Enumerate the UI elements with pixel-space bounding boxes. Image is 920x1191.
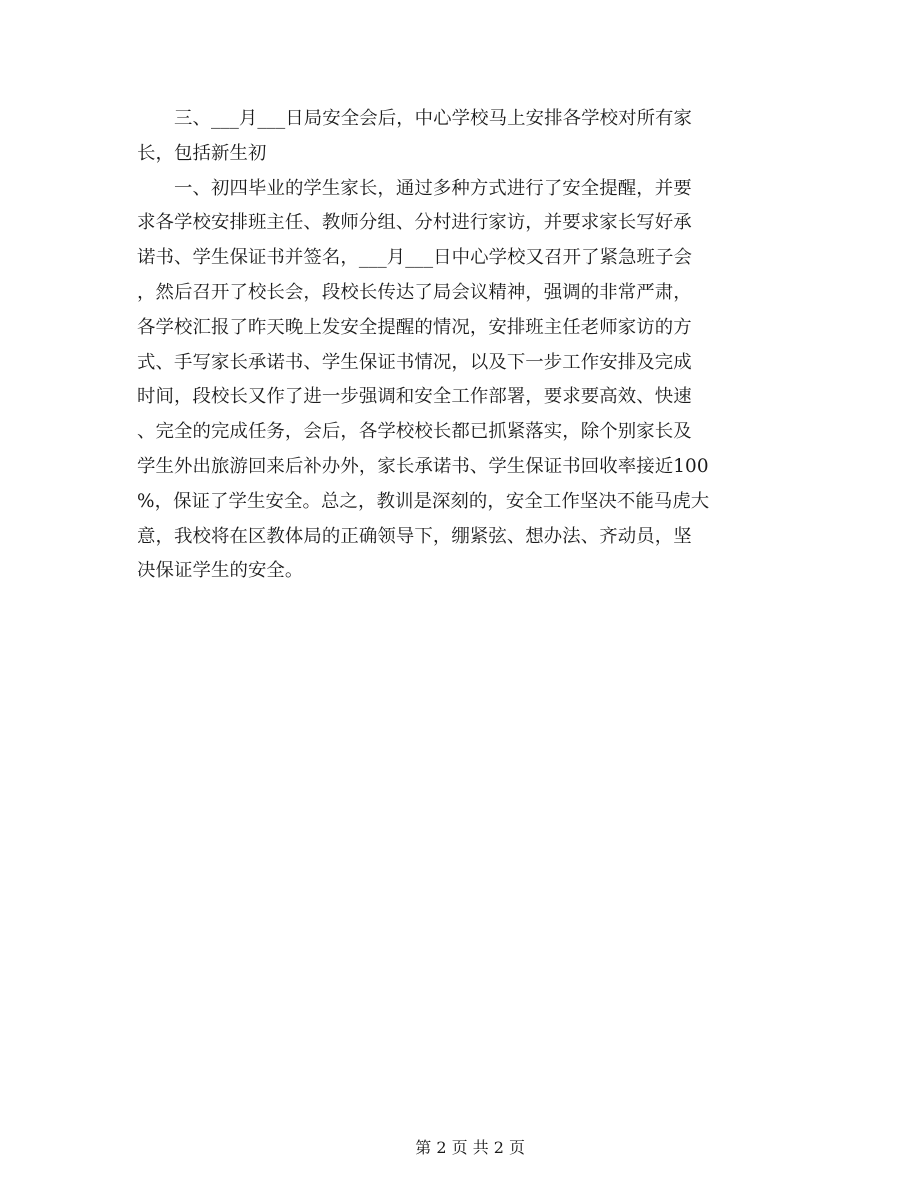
paragraph-2-line-4: ，然后召开了校长会，段校长传达了局会议精神，强调的非常严肃， xyxy=(137,281,692,303)
document-body xyxy=(137,102,783,589)
page-footer xyxy=(0,1112,920,1184)
paragraph-2-line-9: 学生外出旅游回来后补办外，家长承诺书、学生保证书回收率接近100 xyxy=(137,455,709,477)
paragraph-2-line-11: 意，我校将在区教体局的正确领导下，绷紧弦、想办法、齐动员，坚 xyxy=(137,525,692,547)
paragraph-2-line-1: 一、初四毕业的学生家长，通过多种方式进行了安全提醒，并要 xyxy=(174,177,692,199)
paragraph-2-line-5: 各学校汇报了昨天晚上发安全提醒的情况，安排班主任老师家访的方 xyxy=(137,316,692,338)
paragraph-2-line-2: 求各学校安排班主任、教师分组、分村进行家访，并要求家长写好承 xyxy=(137,212,692,234)
paragraph-2-line-6: 式、手写家长承诺书、学生保证书情况，以及下一步工作安排及完成 xyxy=(137,351,692,373)
paragraph-2-line-12: 决保证学生的安全。 xyxy=(137,560,304,582)
paragraph-1-line-2: 长，包括新生初 xyxy=(137,142,267,164)
page-number-label: 第 2 页 共 2 页 xyxy=(415,1138,526,1157)
paragraph-2-line-7: 时间，段校长又作了进一步强调和安全工作部署，要求要高效、快速 xyxy=(137,386,692,408)
paragraph-2-line-8: 、完全的完成任务，会后，各学校校长都已抓紧落实，除个别家长及 xyxy=(137,421,692,443)
paragraph-2-line-3: 诺书、学生保证书并签名，___月___日中心学校又召开了紧急班子会 xyxy=(137,247,693,269)
paragraph-1-line-1: 三、___月___日局安全会后，中心学校马上安排各学校对所有家 xyxy=(174,108,693,129)
paragraph-2-line-10: %，保证了学生安全。总之，教训是深刻的，安全工作坚决不能马虎大 xyxy=(137,490,710,512)
